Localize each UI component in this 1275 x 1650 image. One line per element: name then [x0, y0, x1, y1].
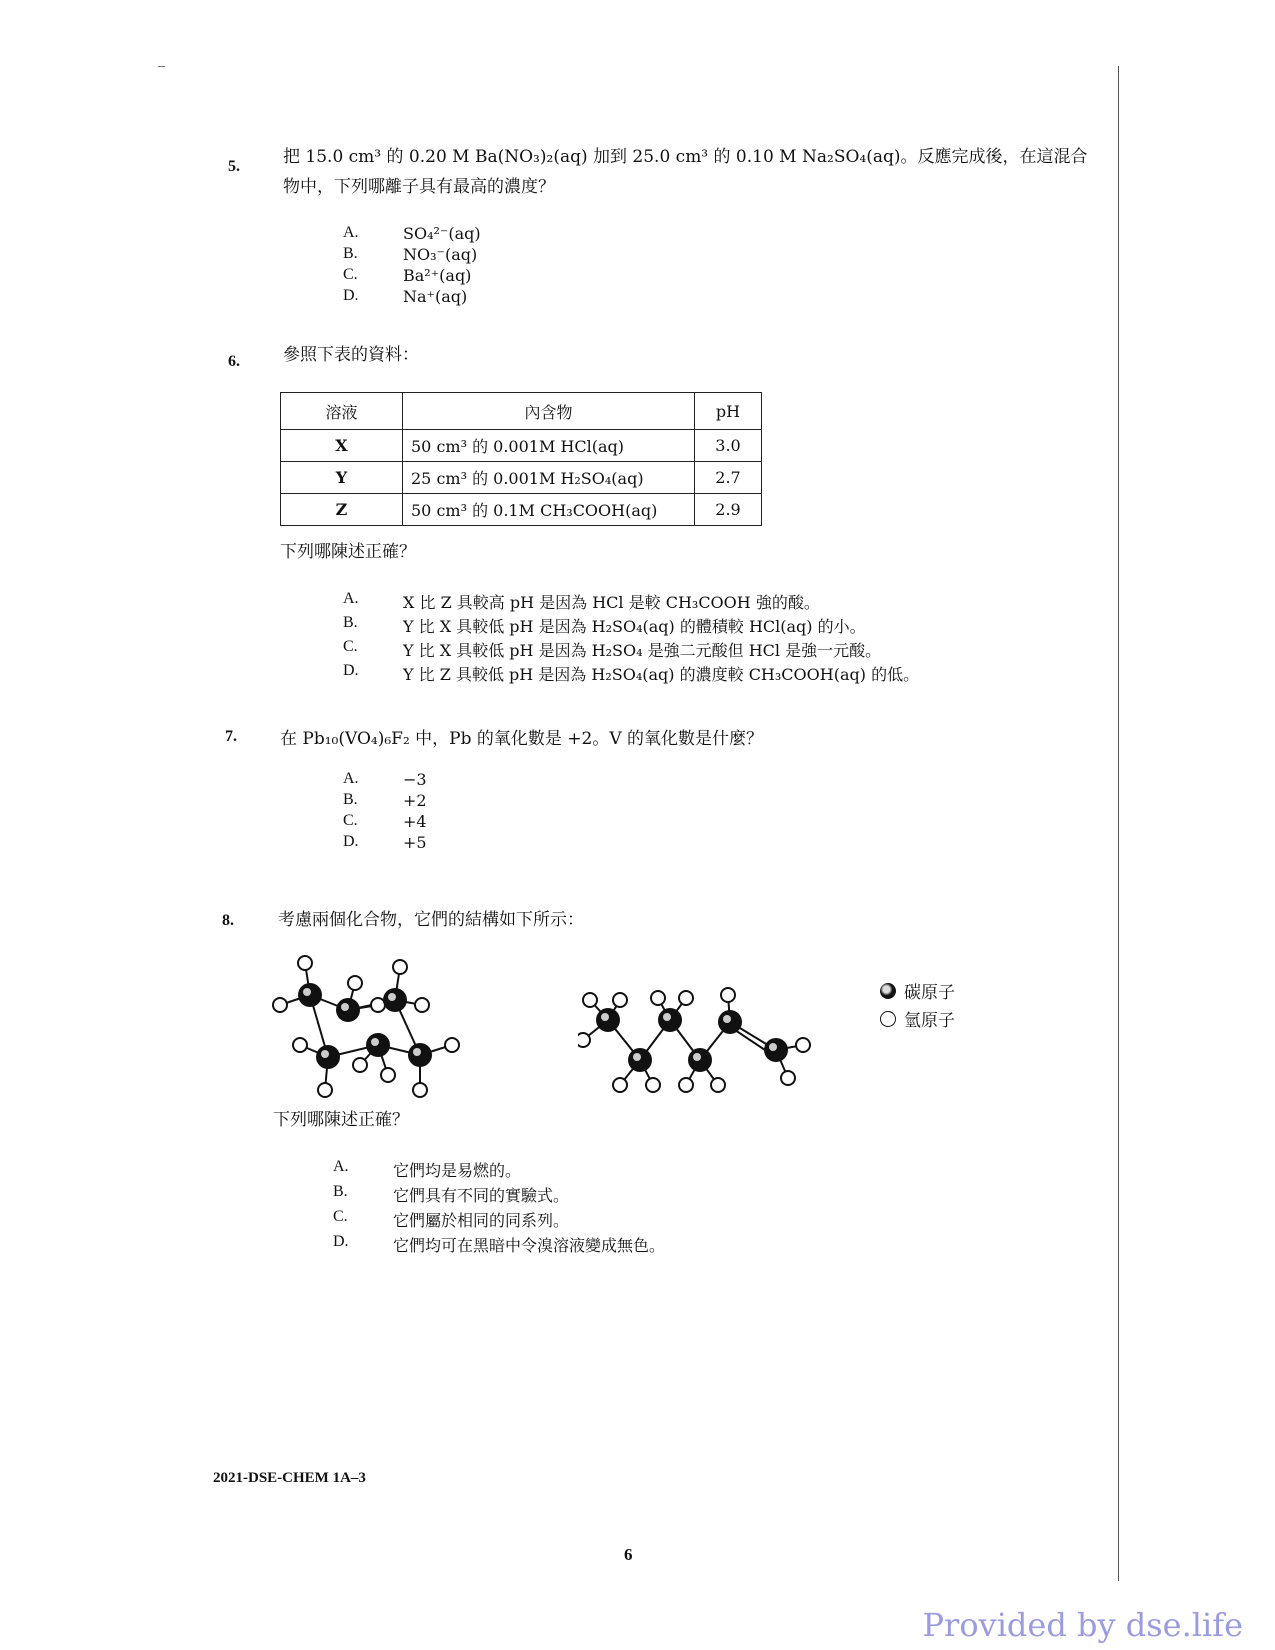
q7-option-a[interactable] — [343, 770, 427, 789]
option-text: 它們屬於相同的同系列。 — [393, 1211, 570, 1230]
legend-hydrogen-label: 氫原子 — [904, 1011, 955, 1031]
q8-stem: 考慮兩個化合物，它們的結構如下所示： — [278, 910, 584, 930]
cyclohexane-structure — [270, 945, 470, 1105]
q5-option-c[interactable] — [343, 266, 471, 285]
option-label: C. — [343, 812, 358, 829]
cell-ph: 2.7 — [695, 462, 762, 494]
q6-option-c[interactable] — [343, 638, 881, 661]
cell-solution: Z — [281, 494, 403, 526]
legend-carbon — [880, 978, 955, 1003]
q5-number: 5. — [228, 158, 240, 175]
table-header-row — [281, 393, 762, 430]
q6-data-table — [280, 392, 762, 526]
option-text: SO₄²⁻(aq) — [403, 224, 481, 243]
page-number: 6 — [624, 1545, 633, 1564]
option-label: D. — [333, 1233, 349, 1250]
cell-ph: 3.0 — [695, 430, 762, 462]
hexene-structure — [578, 970, 838, 1100]
option-label: B. — [343, 245, 358, 262]
q7-stem: 在 Pb₁₀(VO₄)₆F₂ 中，Pb 的氧化數是 +2。V 的氧化數是什麼？ — [280, 729, 764, 749]
q6-number: 6. — [228, 353, 240, 370]
option-text: +2 — [403, 791, 427, 810]
q6-question: 下列哪陳述正確？ — [280, 542, 416, 562]
option-text: −3 — [403, 770, 427, 789]
option-text: NO₃⁻(aq) — [403, 245, 478, 264]
cell-ph: 2.9 — [695, 494, 762, 526]
option-label: C. — [333, 1208, 348, 1225]
q6-option-d[interactable] — [343, 662, 919, 685]
option-text: Y 比 X 具較低 pH 是因為 H₂SO₄ 是強二元酸但 HCl 是強一元酸。 — [403, 641, 882, 660]
header-ph: pH — [695, 393, 762, 430]
option-label: B. — [333, 1183, 348, 1200]
q6-option-b[interactable] — [343, 614, 866, 637]
q7-number: 7. — [225, 728, 237, 745]
q5-option-d[interactable] — [343, 287, 467, 306]
q7-option-d[interactable] — [343, 833, 427, 852]
option-text: Na⁺(aq) — [403, 287, 468, 306]
option-text: +5 — [403, 833, 427, 852]
q8-question: 下列哪陳述正確？ — [273, 1110, 409, 1130]
paper-code: 2021-DSE-CHEM 1A–3 — [213, 1470, 366, 1486]
hydrogen-atom-icon — [880, 1011, 896, 1027]
q7-option-b[interactable] — [343, 791, 427, 810]
q5-stem-line2: 物中，下列哪離子具有最高的濃度？ — [283, 177, 555, 197]
option-text: 它們均是易燃的。 — [393, 1161, 522, 1180]
q7-option-c[interactable] — [343, 812, 427, 831]
q8-option-a[interactable] — [333, 1158, 521, 1181]
q8-number: 8. — [222, 912, 234, 929]
option-label: D. — [343, 662, 359, 679]
cell-contents: 50 cm³ 的 0.001M HCl(aq) — [403, 430, 695, 462]
legend-carbon-label: 碳原子 — [904, 983, 955, 1003]
option-text: Ba²⁺(aq) — [403, 266, 472, 285]
option-label: A. — [343, 224, 359, 241]
q6-intro: 參照下表的資料： — [283, 345, 419, 365]
option-text: Y 比 X 具較低 pH 是因為 H₂SO₄(aq) 的體積較 HCl(aq) 的小。 — [403, 617, 866, 636]
option-label: D. — [343, 287, 359, 304]
option-text: 它們均可在黑暗中令溴溶液變成無色。 — [393, 1236, 666, 1255]
legend-hydrogen — [880, 1006, 955, 1031]
option-text: +4 — [403, 812, 427, 831]
table-row — [281, 462, 762, 494]
option-label: C. — [343, 266, 358, 283]
q5-stem-line1: 把 15.0 cm³ 的 0.20 M Ba(NO₃)₂(aq) 加到 25.0 cm³ 的 0.10 M Na₂SO₄(aq)。反應完成後，在這混合 — [283, 147, 1088, 167]
option-label: D. — [343, 833, 359, 850]
option-text: 它們具有不同的實驗式。 — [393, 1186, 570, 1205]
table-row — [281, 430, 762, 462]
q5-option-a[interactable] — [343, 224, 481, 243]
carbon-atom-icon — [880, 983, 896, 999]
option-text: X 比 Z 具較高 pH 是因為 HCl 是較 CH₃COOH 強的酸。 — [403, 593, 820, 612]
q8-option-c[interactable] — [333, 1208, 569, 1231]
cell-solution: X — [281, 430, 403, 462]
scan-mark — [158, 66, 165, 67]
margin-rule — [1118, 66, 1119, 1581]
cell-contents: 50 cm³ 的 0.1M CH₃COOH(aq) — [403, 494, 695, 526]
header-solution: 溶液 — [281, 393, 403, 430]
option-label: A. — [343, 770, 359, 787]
q6-option-a[interactable] — [343, 590, 820, 613]
option-label: B. — [343, 791, 358, 808]
cell-solution: Y — [281, 462, 403, 494]
table-row — [281, 494, 762, 526]
option-text: Y 比 Z 具較低 pH 是因為 H₂SO₄(aq) 的濃度較 CH₃COOH(aq) 的低。 — [403, 665, 920, 684]
header-contents: 內含物 — [403, 393, 695, 430]
q8-option-d[interactable] — [333, 1233, 665, 1256]
q5-option-b[interactable] — [343, 245, 477, 264]
option-label: A. — [333, 1158, 349, 1175]
option-label: A. — [343, 590, 359, 607]
q8-option-b[interactable] — [333, 1183, 569, 1206]
option-label: C. — [343, 638, 358, 655]
provided-by-link[interactable]: Provided by dse.life — [922, 1606, 1243, 1644]
cell-contents: 25 cm³ 的 0.001M H₂SO₄(aq) — [403, 462, 695, 494]
option-label: B. — [343, 614, 358, 631]
